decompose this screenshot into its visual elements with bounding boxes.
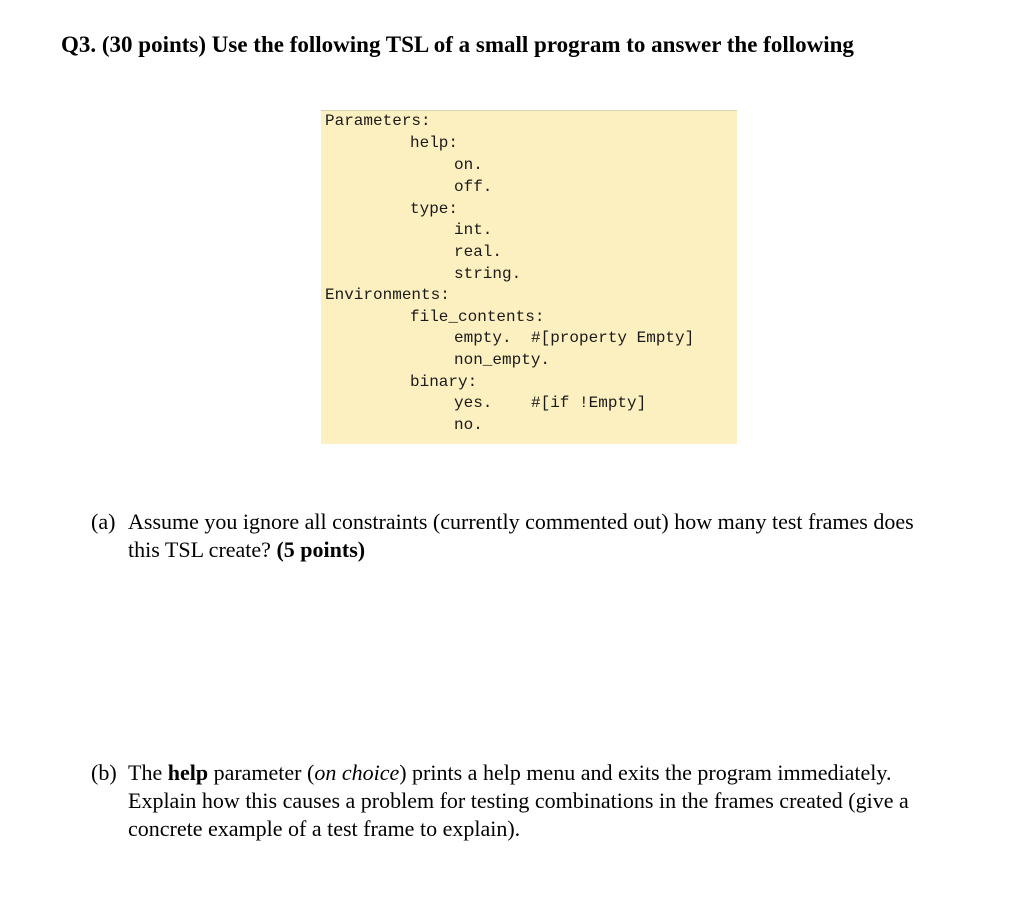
file-contents-category: file_contents: <box>410 308 545 326</box>
part-b-text: The help parameter (on choice) prints a help menu and exits the program immediately. Explain how this causes a problem for testing combinations in the frames created (give a concrete example of a test frame to explain). <box>128 760 909 841</box>
type-parameter: type: <box>410 200 459 218</box>
part-a-label: (a) <box>91 509 116 534</box>
parameters-header: Parameters: <box>325 112 431 130</box>
type-choice-int: int. <box>454 221 493 239</box>
empty-property-constraint: #[property Empty] <box>531 329 695 347</box>
question-title: Q3. (30 points) Use the following TSL of a small program to answer the following <box>61 32 854 57</box>
binary-choice-yes: yes. <box>454 394 493 412</box>
binary-choice-no: no. <box>454 416 483 434</box>
binary-if-constraint: #[if !Empty] <box>531 394 647 412</box>
file-contents-choice-non-empty: non_empty. <box>454 351 551 369</box>
part-b <box>91 759 931 843</box>
binary-category: binary: <box>410 373 478 391</box>
type-choice-string: string. <box>454 265 522 283</box>
part-b-label: (b) <box>91 760 117 785</box>
part-a-text: Assume you ignore all constraints (currently commented out) how many test frames does this TSL create? (5 points) <box>128 509 914 562</box>
help-choice-off: off. <box>454 178 493 196</box>
help-keyword: help <box>167 760 209 785</box>
environments-header: Environments: <box>325 286 450 304</box>
type-choice-real: real. <box>454 243 503 261</box>
part-a-points: 5 points <box>283 537 358 562</box>
part-a <box>91 508 931 564</box>
tsl-code-block <box>321 110 737 444</box>
file-contents-choice-empty: empty. <box>454 329 512 347</box>
help-choice-on: on. <box>454 156 483 174</box>
on-choice-phrase: on choice <box>314 760 400 785</box>
help-parameter: help: <box>410 134 459 152</box>
